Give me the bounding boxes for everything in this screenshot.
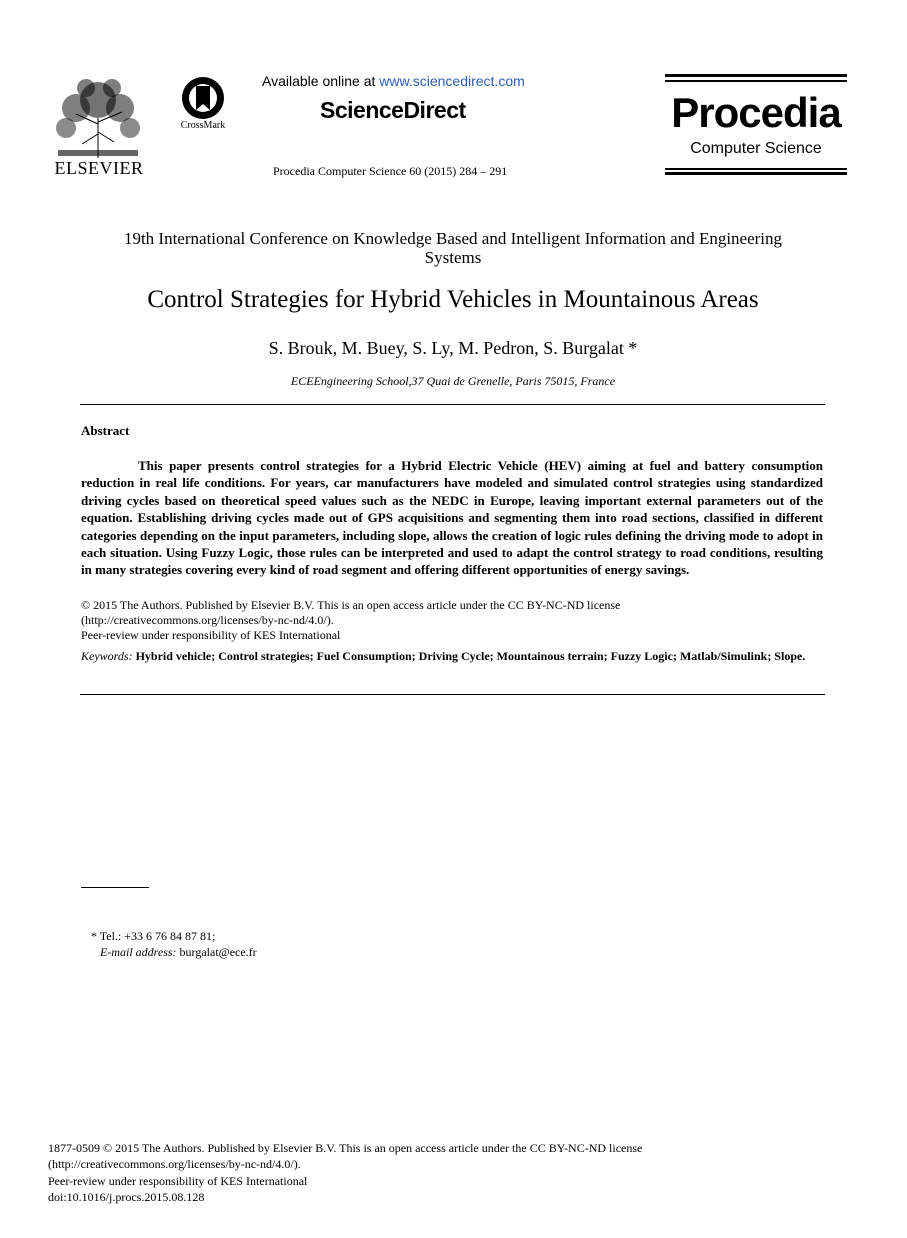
abstract-heading: Abstract xyxy=(81,423,130,438)
publisher-name: ELSEVIER xyxy=(54,158,144,178)
copyright-block xyxy=(81,598,823,643)
crossmark-label[interactable]: CrossMark xyxy=(180,120,226,131)
license-link[interactable]: (http://creativecommons.org/licenses/by-nc-nd/4.0/). xyxy=(81,613,334,627)
footnote-rule xyxy=(81,887,149,888)
journal-citation: Procedia Computer Science 60 (2015) 284 – 291 xyxy=(273,164,508,178)
publishing-info xyxy=(48,1140,642,1206)
peer-review-line: Peer-review under responsibility of KES International xyxy=(81,628,341,642)
sciencedirect-link[interactable]: www.sciencedirect.com xyxy=(379,73,525,89)
footnote-email-line xyxy=(91,944,257,960)
procedia-bottom-rule xyxy=(665,172,847,175)
keywords-label: Keywords: xyxy=(81,649,133,663)
footnote-tel: * Tel.: +33 6 76 84 87 81; xyxy=(91,929,216,943)
keywords-block xyxy=(81,648,823,664)
paper-authors: S. Brouk, M. Buey, S. Ly, M. Pedron, S. Burgalat * xyxy=(268,338,638,358)
procedia-logo-word: Procedia xyxy=(671,89,841,136)
sciencedirect-logo[interactable]: ScienceDirect xyxy=(320,97,466,123)
available-prefix: Available online at xyxy=(262,73,380,89)
footnote-email-label: E-mail address: xyxy=(100,945,177,959)
procedia-bottom-rule-thin xyxy=(665,168,847,170)
bottom-peer-review: Peer-review under responsibility of KES International xyxy=(48,1173,308,1188)
available-online xyxy=(262,73,525,89)
copyright-line: © 2015 The Authors. Published by Elsevier B.V. This is an open access article under the CC BY-NC-ND license xyxy=(81,598,621,612)
abstract-bottom-rule xyxy=(80,694,825,695)
conference-line-2: Systems xyxy=(424,248,482,267)
conference-name xyxy=(80,229,826,267)
conference-line-1: 19th International Conference on Knowledge Based and Intelligent Information and Engineering xyxy=(123,229,783,248)
procedia-logo xyxy=(665,74,847,176)
footnote-email[interactable]: burgalat@ece.fr xyxy=(179,945,257,959)
paper-title: Control Strategies for Hybrid Vehicles in Mountainous Areas xyxy=(147,286,759,313)
abstract-top-rule xyxy=(80,404,825,405)
issn-line: 1877-0509 © 2015 The Authors. Published by Elsevier B.V. This is an open access article under the CC BY-NC-ND license xyxy=(48,1141,643,1155)
bottom-license-link[interactable]: (http://creativecommons.org/licenses/by-nc-nd/4.0/). xyxy=(48,1157,301,1172)
procedia-top-rule-thin xyxy=(665,80,847,82)
author-affiliation: ECEEngineering School,37 Quai de Grenelle, Paris 75015, France xyxy=(290,374,616,388)
corresponding-author-footnote xyxy=(91,928,257,960)
elsevier-tree-logo-icon xyxy=(52,74,144,158)
procedia-top-rule xyxy=(665,74,847,77)
doi-line[interactable]: doi:10.1016/j.procs.2015.08.128 xyxy=(48,1190,205,1205)
abstract-body: This paper presents control strategies for a Hybrid Electric Vehicle (HEV) aiming at fuel and battery consumption reduction in real life conditions. For years, car manufacturers have modeled and simulated control strategies using standardized driving cycles based on theoretical speed values such as the NEDC in Europe, leaving important external parameters out of the equation. Establishing driving cycles made out of GPS acquisitions and segmenting them into road sections, classified in different categories depending on the input parameters, including slope, allows the creation of logic rules defining the driving mode to adopt in each situation. Using Fuzzy Logic, those rules can be interpreted and used to adapt the control strategy to road conditions, resulting in many strategies covering every kind of road segment and offering different opportunities of energy savings. xyxy=(81,458,823,578)
procedia-subtitle: Computer Science xyxy=(690,140,822,157)
keywords-list: Hybrid vehicle; Control strategies; Fuel Consumption; Driving Cycle; Mountainous terrain; Fuzzy Logic; Matlab/Simulink; Slope. xyxy=(135,649,806,663)
